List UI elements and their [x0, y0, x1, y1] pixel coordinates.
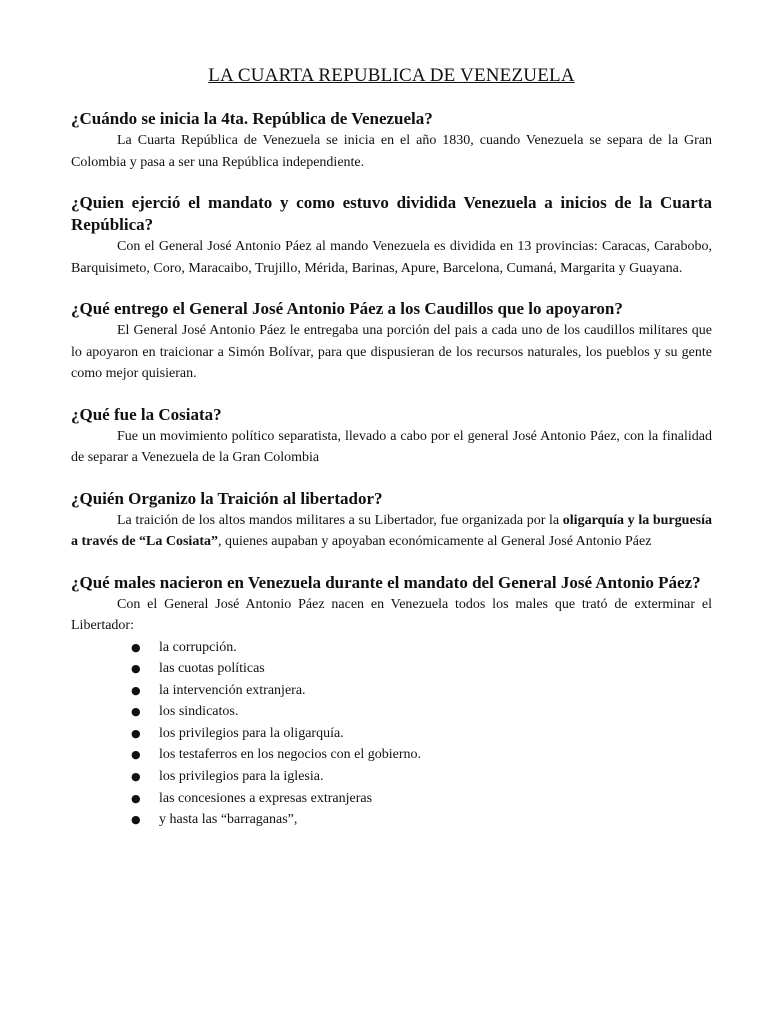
list-item-text: los sindicatos. [159, 704, 239, 720]
list-item [131, 723, 712, 745]
bullet-icon: ● [131, 640, 141, 654]
list-item [131, 744, 712, 766]
question-heading: ¿Qué fue la Cosiata? [71, 404, 222, 424]
question-heading: ¿Quién Organizo la Traición al libertador? [71, 488, 383, 508]
list-item-text: las concesiones a expresas extranjeras [159, 790, 373, 806]
section-males [71, 572, 712, 831]
answer-text: , quienes aupaban y apoyaban económicamente al General José Antonio Páez [218, 534, 652, 549]
bullet-icon: ● [131, 770, 141, 784]
answer-text: La traición de los altos mandos militares a su Libertador, fue organizada por la [117, 512, 563, 528]
list-item-text: la intervención extranjera. [159, 682, 306, 698]
list-item [131, 658, 712, 680]
list-item-text: y hasta las “barraganas”, [159, 812, 298, 828]
answer-paragraph [71, 510, 712, 553]
document-title: LA CUARTA REPUBLICA DE VENEZUELA [208, 65, 575, 86]
list-item [131, 701, 712, 723]
list-item [131, 788, 712, 810]
section-inicio-republica [71, 108, 712, 173]
bullet-icon: ● [131, 683, 141, 697]
males-list [71, 637, 712, 831]
section-traicion [71, 488, 712, 553]
list-item-text: las cuotas políticas [159, 661, 265, 677]
list-item-text: los privilegios para la oligarquía. [159, 725, 344, 741]
answer-paragraph: La Cuarta República de Venezuela se inicia en el año 1830, cuando Venezuela se separa de la Gran Colombia y pasa a ser una República independiente. [71, 133, 712, 170]
section-entrega-caudillos [71, 298, 712, 385]
bullet-icon: ● [131, 705, 141, 719]
list-item [131, 680, 712, 702]
bullet-icon: ● [131, 726, 141, 740]
list-item [131, 809, 712, 831]
question-heading: ¿Qué entrego el General José Antonio Páez a los Caudillos que lo apoyaron? [71, 299, 623, 318]
list-item-text: la corrupción. [159, 639, 237, 655]
document-page [71, 64, 712, 850]
section-mandato-division [71, 192, 712, 279]
bullet-icon: ● [131, 662, 141, 676]
list-item [131, 766, 712, 788]
answer-paragraph: El General José Antonio Páez le entregaba una porción del pais a cada uno de los caudillos militares que lo apoyaron en traicionar a Simón Bolívar, para que dispusieran de los recursos naturales, los pueblos y su gente como mejor quisieran. [71, 323, 712, 381]
list-item-text: los testaferros en los negocios con el gobierno. [159, 747, 422, 763]
bullet-icon: ● [131, 791, 141, 805]
answer-paragraph: Con el General José Antonio Páez nacen en Venezuela todos los males que trató de exterminar el Libertador: [71, 596, 712, 633]
bullet-icon: ● [131, 813, 141, 827]
answer-bold-text: oligarquía y la burguesía a través de “La Cosiata” [71, 512, 712, 549]
list-item-text: los privilegios para la iglesia. [159, 769, 324, 785]
bullet-icon: ● [131, 748, 141, 762]
question-heading: ¿Quien ejerció el mandato y como estuvo dividida Venezuela a inicios de la Cuarta República? [71, 193, 712, 234]
section-cosiata [71, 404, 712, 469]
question-heading: ¿Qué males nacieron en Venezuela durante el mandato del General José Antonio Páez? [71, 572, 701, 592]
answer-paragraph: Con el General José Antonio Páez al mando Venezuela es dividida en 13 provincias: Caracas, Carabobo, Barquisimeto, Coro, Maracaibo, Trujillo, Mérida, Barinas, Apure, Barcelona, Cumaná, Margarita y Guayana. [71, 239, 712, 276]
question-heading: ¿Cuándo se inicia la 4ta. República de Venezuela? [71, 109, 433, 128]
list-item [131, 637, 712, 659]
answer-paragraph: Fue un movimiento político separatista, llevado a cabo por el general José Antonio Páez, con la finalidad de separar a Venezuela de la Gran Colombia [71, 428, 712, 465]
